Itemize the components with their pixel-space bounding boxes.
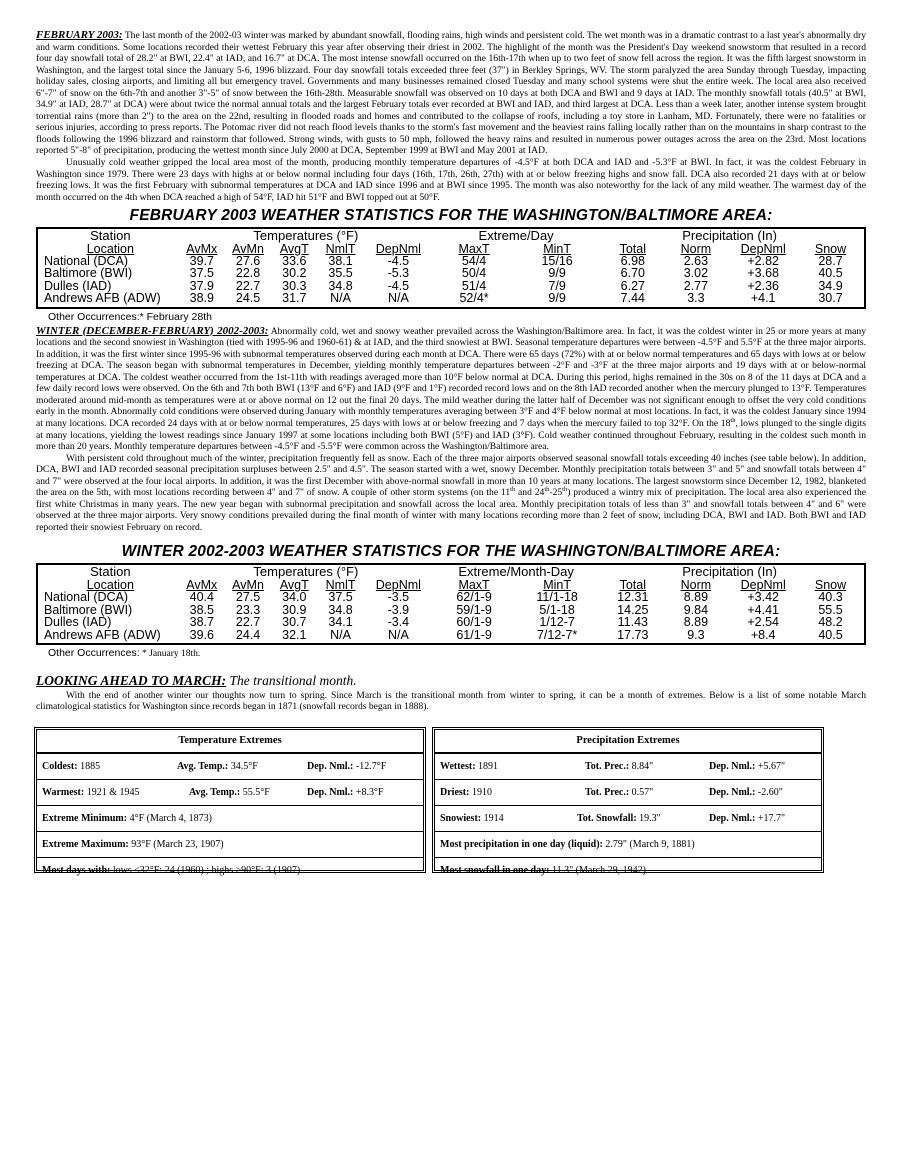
warmest-value: 1921 & 1945 [84, 787, 140, 799]
table-row [42, 616, 860, 628]
value-cell: 39.6 [189, 627, 214, 642]
superscript: th [544, 486, 550, 494]
february-text: The last month of the 2002-03 winter was marked by abundant snowfall, flooding rains, high winds and persistent cold. The wet month was in a dramatic contrast to a last year's abnormally dry and warm conditions. Some locations recorded their wettest February this year after observing their driest in 2002. The highlight of the month was the President's Day weekend snowstorm that resulted in a record four day snowfall total of 28.2" at BWI, 22.4" at IAD, and 16.7" at DCA. The most intense snowfall occurred on the 16th-17th when up to two feet of snow fell across the region. It was the fifth largest snowstorm in Washington, and the largest total since the January 5-6, 1996 blizzard. Four day snowfall totals exceeded three feet (37") in Berkley Springs, WV. The storm paralyzed the area Sunday through Tuesday, impacting holiday sales, closing airports, and limiting all but emergency travel. Governments and many businesses remained closed Tuesday and many school systems were shut the entire week. The local area also received 6"-7" of snow on the 6th-7th and another 3"-5" of snow between the 16th-28th. Measurable snowfall was observed on 10 days at both DCA and BWI and 9 days at IAD. The monthly snowfall totals (40.5" at BWI, 34.9" at IAD, 28.7" at DCA) were about twice the normal annual totals and the largest February totals ever recorded at BWI and IAD, and third largest at DCA. Less than a week later, another intense system brought torrential rains (more than 2") to the area on the 22nd, resulting in flooded roads and homes and contributed to the collapse of roofs, including a toy store in Lanham, MD. Fortunately, there were no fatalities or serious injuries, according to press reports. The Potomac river did not reach flood levels thanks to the storm's fast movement and the heaviest rains falling locally rather than on the mountains in sharp contrast to the floods following the 1996 blizzard and rainstorm that followed. Strong winds, with gusts to 50 mph, followed the heavy rains and resulted in numerous power outages across the area on the 23rd. Most locations reported 5"-8" of precipitation, producing the wettest month since July 2000 at DCA, September 1999 at BWI and May 2001 at IAD. [36, 30, 867, 157]
tot-prec-label: Tot. Prec.: [585, 761, 630, 773]
column-header: Norm [680, 577, 712, 592]
value-cell: 54/4 [461, 254, 487, 269]
table-row [42, 292, 860, 304]
february-summary-paragraph [36, 30, 866, 157]
value-cell: 9.84 [683, 602, 709, 617]
station-cell: Baltimore (BWI) [44, 266, 133, 281]
extreme-group-header: Extreme/Month-Day [458, 564, 574, 580]
driest-row [435, 780, 821, 806]
dep-nml-label: Dep. Nml.: [709, 761, 756, 773]
value-cell: 27.6 [235, 254, 261, 269]
value-cell: 6.98 [620, 254, 645, 269]
value-cell: 40.5 [818, 266, 843, 281]
dep-nml-value: +8.3°F [353, 787, 384, 799]
table-row [42, 267, 860, 279]
value-cell: N/A [387, 627, 409, 642]
temperature-group-header: Temperatures (°F) [253, 564, 359, 580]
column-header: MinT [543, 577, 571, 592]
value-cell: 55.5 [818, 602, 843, 617]
value-cell: 11.43 [617, 615, 648, 630]
station-cell: Andrews AFB (ADW) [44, 291, 161, 306]
value-cell: 7.44 [620, 291, 645, 306]
extreme-minimum-row [37, 806, 423, 832]
february-temperature-paragraph: Unusually cold weather gripped the local area most of the month, producing monthly temperature departures of -4.5°F at both DCA and IAD and -5.3°F at BWI. In fact, it was the coldest February in Washington since 1979. There were 23 days with highs at or below normal including four days (16th, 17th, 26th, 27th) with at or below freezing highs and snow fall. DCA also recorded 21 days with at or below freezing lows. It was the first February with subnormal temperatures at DCA and IAD since 1996 and at BWI since 1995. The month was also noteworthy for the lack of any mild weather. The warmest day of the month occurred on the 4th when DCA reached a high of 54°F, IAD hit 51°F and BWI topped out at 50°F. [36, 157, 866, 203]
value-cell: +4.1 [750, 291, 776, 306]
winter-stats-table [42, 566, 860, 640]
value-cell: 6.70 [620, 266, 645, 281]
superscript: th [730, 416, 736, 424]
value-cell: 37.5 [328, 590, 353, 605]
value-cell: 7/9 [548, 278, 566, 293]
tot-prec-label: Tot. Prec.: [585, 787, 630, 799]
table-row [42, 629, 860, 641]
column-header: AvMx [186, 241, 218, 256]
snowiest-value: 1914 [481, 813, 504, 825]
most-precipitation-row [435, 832, 821, 858]
winter-precip-text: ) produced a wintry mix of precipitation. The local area also experienced the first white Christmas in many years. The new year began with subnormal precipitation and snowfall across the local area. Monthly precipitation totals of less than 3" and snowfall totals between 4" and 6" were observed at the three major airports. Very snowy conditions prevailed during the final month of winter with many locations recording more than 2 feet of snow, including DCA, BWI and IAD. Both BWI and IAD reported their snowiest February on record. [36, 487, 866, 533]
value-cell: 30.7 [282, 615, 307, 630]
february-stats-table-box [36, 227, 866, 308]
temperature-extremes-box [34, 727, 426, 877]
value-cell: 5/1-18 [539, 602, 575, 617]
value-cell: 37.9 [189, 278, 214, 293]
dep-nml-value: -2.60" [755, 787, 783, 799]
table-group-header-row [42, 230, 860, 242]
footnote-label: Other Occurrences: [48, 646, 140, 659]
driest-label: Driest: [440, 787, 470, 799]
value-cell: 17.73 [617, 627, 649, 642]
value-cell: -3.5 [387, 590, 410, 605]
most-precipitation-value: 2.79" (March 9, 1881) [602, 839, 695, 851]
value-cell: 3.02 [683, 266, 709, 281]
dep-nml-label: Dep. Nml.: [307, 787, 354, 799]
most-snowfall-row [435, 858, 821, 883]
value-cell: 24.5 [235, 291, 261, 306]
column-header: AvgT [279, 241, 309, 256]
dep-nml-label: Dep. Nml.: [709, 813, 756, 825]
precipitation-extremes-box [432, 727, 824, 877]
value-cell: -3.4 [387, 615, 410, 630]
value-cell: 3.3 [687, 291, 705, 306]
extreme-group-header: Extreme/Day [478, 228, 554, 244]
dep-nml-label: Dep. Nml.: [709, 787, 756, 799]
most-days-value: lows ≤32°F: 24 (1960) ; highs ≥90°F: 3 (1907) [110, 865, 301, 877]
value-cell: 11/1-18 [536, 590, 578, 605]
value-cell: 28.7 [818, 254, 843, 269]
value-cell: 6.27 [620, 278, 645, 293]
value-cell: -4.5 [387, 254, 410, 269]
value-cell: 59/1-9 [456, 602, 492, 617]
february-stats-title: FEBRUARY 2003 WEATHER STATISTICS FOR THE WASHINGTON/BALTIMORE AREA: [129, 207, 773, 225]
march-heading [36, 673, 866, 689]
column-header: NmlT [325, 241, 356, 256]
column-header: MaxT [458, 241, 490, 256]
column-header: DepNml [375, 577, 421, 592]
value-cell: N/A [330, 627, 351, 642]
value-cell: 34.1 [328, 615, 353, 630]
column-header: MaxT [458, 577, 490, 592]
station-group-header: Station [90, 564, 131, 580]
extreme-maximum-value: 93°F (March 23, 1907) [128, 839, 224, 851]
dep-nml-value: +5.67" [755, 761, 786, 773]
value-cell: 38.7 [189, 615, 214, 630]
winter-heading: WINTER (DECEMBER-FEBRUARY) 2002-2003: [36, 324, 269, 337]
value-cell: 35.5 [328, 266, 353, 281]
extreme-minimum-value: 4°F (March 4, 1873) [127, 813, 212, 825]
avg-temp-value: 34.5°F [228, 761, 258, 773]
value-cell: -5.3 [387, 266, 410, 281]
value-cell: +3.42 [747, 590, 779, 605]
value-cell: 27.5 [235, 590, 261, 605]
value-cell: +4.41 [747, 602, 779, 617]
table-row [42, 591, 860, 603]
column-header: MinT [543, 241, 571, 256]
value-cell: +2.82 [747, 254, 779, 269]
table-group-header-row [42, 566, 860, 578]
value-cell: 8.89 [683, 615, 709, 630]
temperature-extremes-header: Temperature Extremes [37, 730, 423, 754]
extreme-maximum-row [37, 832, 423, 858]
winter-stats-table-box [36, 563, 866, 644]
value-cell: 22.7 [235, 278, 261, 293]
column-header: Total [619, 241, 647, 256]
column-header: DepNml [740, 241, 786, 256]
value-cell: +3.68 [747, 266, 779, 281]
superscript: th [510, 486, 516, 494]
value-cell: +2.54 [747, 615, 779, 630]
tot-snowfall-value: 19.3" [636, 813, 661, 825]
value-cell: 38.5 [189, 602, 214, 617]
column-header: Norm [680, 241, 712, 256]
most-snowfall-label: Most snowfall in one day: [440, 865, 550, 877]
winter-text: Abnormally cold, wet and snowy weather prevailed across the Washington/Baltimore area. In fact, it was the coldest winter in 25 or more years at many locations and the second snowiest in Washington (tied with 1995-96 and 1960-61) & at IAD, and the third snowiest at BWI. Seasonal temperature departures were between -4.5°F and 5.5°F at the three major airports. In addition, it was the first winter since 1995-96 with subnormal temperatures observed during each month at DCA. There were 65 days (72%) with at or below normal temperatures and 65 days with lows at or below freezing at DCA. The season began with subnormal temperatures in December, yielding monthly temperature departures between -2°F and -3°F at the three major airports and 19 days with at or below-normal temperatures at DCA. The coldest weather occurred from the 1st-11th with readings averaged more than 10°F below normal at DCA. During this period, highs remained in the 30s on 8 of the 11 days at DCA and a few daily record lows were observed. On the 6th and 7th both BWI (13°F and 6°F) and IAD (9°F and 1°F) recorded record lows and on the 8th IAD recorded another when the mercury plunged to 13°F. Temperatures moderated around mid-month as temperatures were at or above normal on 12 out the final 20 days. The mild weather during the latter half of December was not significant enough to offset the very cold conditions early in the month. Abnormally cold conditions were observed during January with monthly temperatures averaging between 3°F and 4°F below normal at most locations. In fact, it was the coldest January since 1994 at many locations. DCA recorded 24 days with at or below normal temperatures, 25 days with lows at or below freezing and 7 days when the mercury failed to top 32°F. On the 18 [36, 325, 866, 430]
temperature-group-header: Temperatures (°F) [253, 228, 359, 244]
most-days-row [37, 858, 423, 883]
avg-temp-label: Avg. Temp.: [177, 761, 229, 773]
value-cell: 34.0 [282, 590, 307, 605]
value-cell: 8.89 [683, 590, 709, 605]
column-header: AvMx [186, 577, 218, 592]
value-cell: 30.2 [282, 266, 307, 281]
value-cell: 51/4 [461, 278, 487, 293]
coldest-label: Coldest: [42, 761, 78, 773]
dep-nml-label: Dep. Nml.: [307, 761, 354, 773]
table-row [42, 280, 860, 292]
column-header: Location [86, 241, 134, 256]
extreme-maximum-label: Extreme Maximum: [42, 839, 129, 851]
value-cell: 12.31 [617, 590, 649, 605]
driest-value: 1910 [469, 787, 492, 799]
wettest-row [435, 754, 821, 780]
value-cell: 7/12-7* [536, 627, 578, 642]
value-cell: 30.3 [282, 278, 307, 293]
column-header: DepNml [740, 577, 786, 592]
winter-summary-paragraph [36, 326, 866, 453]
avg-temp-value: 55.5°F [240, 787, 270, 799]
value-cell: 40.3 [818, 590, 843, 605]
most-precipitation-label: Most precipitation in one day (liquid): [440, 839, 603, 851]
value-cell: 32.1 [282, 627, 307, 642]
value-cell: 30.9 [282, 602, 307, 617]
column-header: Snow [814, 241, 847, 256]
value-cell: 31.7 [282, 291, 307, 306]
most-days-label: Most days with: [42, 865, 111, 877]
value-cell: 9.3 [687, 627, 705, 642]
value-cell: 52/4* [459, 291, 489, 306]
value-cell: 9/9 [548, 266, 566, 281]
value-cell: 48.2 [818, 615, 843, 630]
winter-precip-text: and 24 [515, 487, 545, 499]
snowiest-label: Snowiest: [440, 813, 482, 825]
footnote-text: * January 18th. [139, 648, 201, 659]
snowiest-row [435, 806, 821, 832]
tot-prec-value: 0.57" [629, 787, 654, 799]
winter-precip-text: With persistent cold throughout much of the winter, precipitation frequently fell as snow. Each of the three major airports observed seasonal snowfall totals exceeding 40 inches (see table below). In addition, DCA, BWI and IAD recorded seasonal precipitation surpluses between 2.5" and 4.5". The season started with a wet, snowy December. Monthly precipitation totals between 3" and 5" and snowfall totals between 4" and 7" were observed at the four local airports. In addition, it was the first December with above-normal snowfall in more than 10 years at many locations. The largest snowstorm since December 12, 1982, blanketed the area on the 5th, with most locations recording between 4" and 7" of snow. A couple of other storm systems (on the 11 [36, 452, 866, 499]
column-header: AvMn [232, 577, 264, 592]
tot-prec-value: 8.84" [629, 761, 654, 773]
wettest-value: 1891 [475, 761, 499, 773]
value-cell: 14.25 [617, 602, 649, 617]
value-cell: 60/1-9 [456, 615, 492, 630]
march-heading-label: LOOKING AHEAD TO MARCH: [36, 672, 227, 688]
coldest-row [37, 754, 423, 780]
value-cell: 39.7 [189, 254, 214, 269]
column-header: Location [86, 577, 134, 592]
winter-stats-footnote [48, 647, 866, 659]
table-row [42, 604, 860, 616]
march-intro-paragraph: With the end of another winter our thoughts now turn to spring. Since March is the transitional month from winter to spring, it can be a month of extremes. Below is a list of some notable March climatological statistics for Washington since records began in 1871 (snowfall records began in 1888). [36, 689, 866, 713]
value-cell: 34.8 [328, 602, 353, 617]
column-header: DepNml [375, 241, 421, 256]
value-cell: 2.63 [683, 254, 709, 269]
value-cell: 9/9 [548, 291, 566, 306]
february-stats-table [42, 230, 860, 304]
dep-nml-value: -12.7°F [353, 761, 387, 773]
precipitation-group-header: Precipitation (In) [682, 564, 777, 580]
value-cell: 38.9 [189, 291, 214, 306]
warmest-row [37, 780, 423, 806]
value-cell: +8.4 [750, 627, 776, 642]
march-extremes-section [36, 727, 866, 879]
winter-precipitation-paragraph [36, 453, 866, 534]
station-cell: Baltimore (BWI) [44, 602, 133, 617]
value-cell: -4.5 [387, 278, 410, 293]
precipitation-group-header: Precipitation (In) [682, 228, 777, 244]
value-cell: 40.5 [818, 627, 843, 642]
station-cell: Andrews AFB (ADW) [44, 627, 161, 642]
station-group-header: Station [90, 228, 131, 244]
winter-text-continued: , lows plunged to the single digits at many locations, yielding the lowest readings since January 1997 at some locations including both BWI (5°F) and IAD (3°F). Cold weather continued throughout February, resulting in the coldest such month in more than 20 years. Monthly temperature departures between -4.5°F and -5.5°F were common across the Washington/Baltimore area. [36, 418, 866, 453]
value-cell: +2.36 [747, 278, 779, 293]
warmest-label: Warmest: [42, 787, 85, 799]
value-cell: 22.8 [235, 266, 261, 281]
table-row [42, 255, 860, 267]
precipitation-extremes-header: Precipitation Extremes [435, 730, 821, 754]
value-cell: 15/16 [541, 254, 573, 269]
february-stats-footnote: Other Occurrences:* February 28th [48, 310, 212, 323]
value-cell: 34.8 [328, 278, 353, 293]
column-header: NmlT [325, 577, 356, 592]
value-cell: 30.7 [818, 291, 843, 306]
value-cell: 62/1-9 [456, 590, 492, 605]
avg-temp-label: Avg. Temp.: [189, 787, 241, 799]
value-cell: 1/12-7 [539, 615, 575, 630]
value-cell: 22.7 [235, 615, 261, 630]
winter-stats-title: WINTER 2002-2003 WEATHER STATISTICS FOR THE WASHINGTON/BALTIMORE AREA: [121, 543, 781, 561]
value-cell: 23.3 [235, 602, 261, 617]
column-header: Total [619, 577, 647, 592]
value-cell: N/A [387, 291, 409, 306]
value-cell: 50/4 [461, 266, 487, 281]
value-cell: -3.9 [387, 602, 410, 617]
value-cell: N/A [330, 291, 351, 306]
table-column-header-row [42, 243, 860, 255]
winter-precip-text: -25 [549, 487, 563, 499]
document-page [36, 30, 866, 879]
value-cell: 37.5 [189, 266, 214, 281]
most-snowfall-value: 11.3" (March 29, 1942) [549, 865, 646, 877]
column-header: AvgT [279, 577, 309, 592]
wettest-label: Wettest: [440, 761, 476, 773]
march-heading-subtitle: The transitional month. [226, 672, 357, 688]
value-cell: 33.6 [282, 254, 307, 269]
value-cell: 40.4 [189, 590, 214, 605]
coldest-value: 1885 [77, 761, 101, 773]
value-cell: 24.4 [235, 627, 261, 642]
column-header: Snow [814, 577, 847, 592]
table-column-header-row [42, 579, 860, 591]
extreme-minimum-label: Extreme Minimum: [42, 813, 128, 825]
value-cell: 2.77 [683, 278, 709, 293]
station-cell: Dulles (IAD) [44, 278, 112, 293]
value-cell: 38.1 [328, 254, 353, 269]
station-cell: Dulles (IAD) [44, 615, 112, 630]
value-cell: 61/1-9 [456, 627, 492, 642]
column-header: AvMn [232, 241, 264, 256]
superscript: th [562, 486, 568, 494]
station-cell: National (DCA) [44, 590, 129, 605]
dep-nml-value: +17.7" [755, 813, 786, 825]
february-heading: FEBRUARY 2003: [36, 29, 123, 41]
tot-snowfall-label: Tot. Snowfall: [577, 813, 637, 825]
value-cell: 34.9 [818, 278, 843, 293]
station-cell: National (DCA) [44, 254, 129, 269]
